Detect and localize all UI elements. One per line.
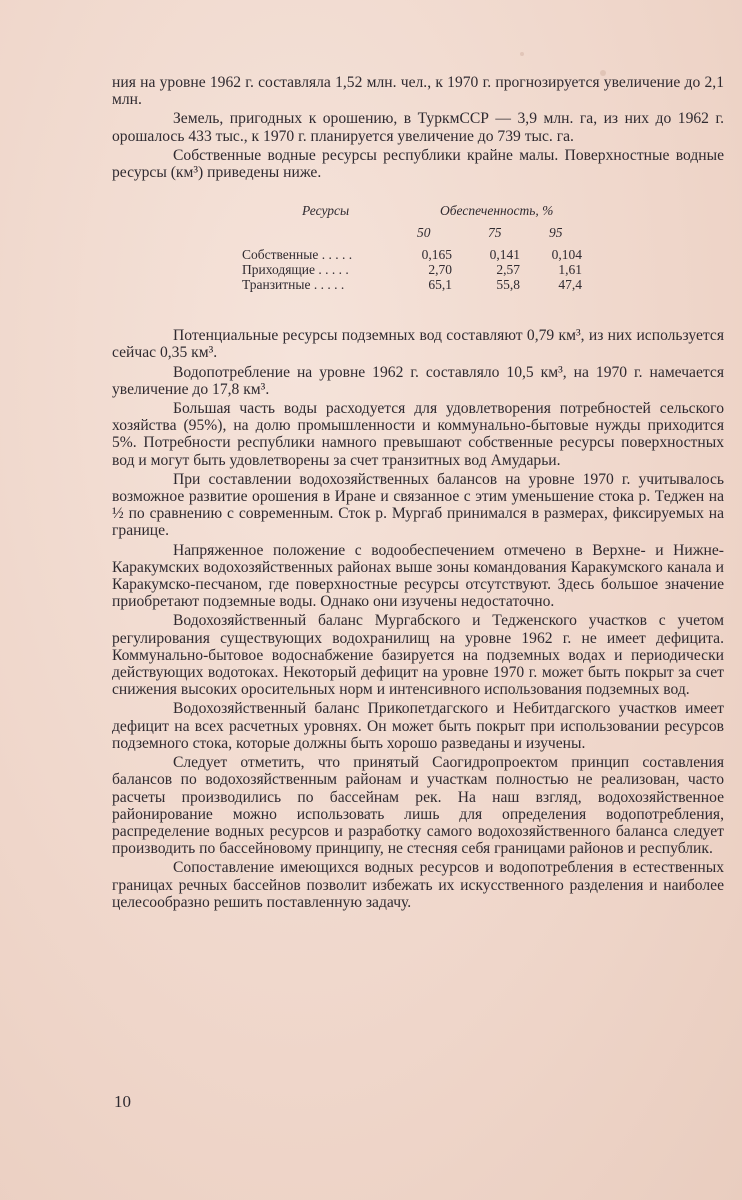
paragraph: Напряженное положение с водообеспечением отмечено в Верхне- и Нижне-Каракумских водохозяйственных районах выше зоны командования Каракумского канала и Каракумско-песчаном, где поверхностные ресурсы отсутствуют. Здесь большое значение приобретают подземные воды. Однако они изучены недостаточно. [112,541,724,611]
table-cell: 0,104 [551,247,582,263]
paper-stain [520,52,524,56]
table-cell-name: Транзитные . . . . . [242,277,345,293]
table-cell: 65,1 [428,277,452,293]
paragraph: Следует отметить, что принятый Саогидропроектом принцип составления балансов по водохозяйственным районам и участкам полностью не реализован, часто расчеты производились по бассейнам рек. На наш взгляд, водохозяйственное районирование можно использовать лишь для определения водопотребления, распределение водных ресурсов и разработку самого водохозяйственного баланса следует производить по бассейновому принципу, не стесняя себя границами районов и республик. [112,754,724,858]
table-header-provision: Обеспеченность, % [440,203,554,219]
table-header-resources: Ресурсы [302,203,350,219]
table-subheader: 75 [488,225,502,241]
table-cell: 2,70 [428,262,452,278]
table-cell-name: Приходящие . . . . . [242,262,349,278]
table-cell: 47,4 [558,277,582,293]
paragraph: При составлении водохозяйственных балансов на уровне 1970 г. учитывалось возможное развитие орошения в Иране и связанное с этим уменьшение стока р. Теджен на ½ по сравнению с современным. Сток р. Мургаб принимался в размерах, фиксируемых на границе. [112,470,724,540]
table-cell-name: Собственные . . . . . [242,247,353,263]
table-cell: 0,165 [421,247,452,263]
paragraph: Водопотребление на уровне 1962 г. составляло 10,5 км³, на 1970 г. намечается увеличение до 17,8 км³. [112,363,724,398]
table-cell: 2,57 [496,262,520,278]
page-number: 10 [114,1092,131,1111]
water-resources-table [112,203,724,301]
table-cell: 55,8 [496,277,520,293]
paragraph: Сопоставление имеющихся водных ресурсов и водопотребления в естественных границах речных бассейнов позволит избежать их искусственного разделения и наиболее целесообразно решить поставленную задачу. [112,859,724,911]
body-text [112,74,724,913]
table-subheader: 50 [417,225,431,241]
paragraph: ния на уровне 1962 г. составляла 1,52 млн. чел., к 1970 г. прогнозируется увеличение до 2,1 млн. [112,74,724,109]
paragraph: Собственные водные ресурсы республики крайне малы. Поверхностные водные ресурсы (км³) приведены ниже. [112,146,724,182]
table-cell: 0,141 [489,247,520,263]
table-cell: 1,61 [558,262,582,278]
table-row [242,262,592,277]
paragraph: Земель, пригодных к орошению, в ТуркмССР — 3,9 млн. га, из них до 1962 г. орошалось 433 тыс., к 1970 г. планируется увеличение до 739 тыс. га. [112,110,724,145]
table-row [242,277,592,292]
table-subheader: 95 [549,225,563,241]
paragraph: Большая часть воды расходуется для удовлетворения потребностей сельского хозяйства (95%), на долю промышленности и коммунально-бытовые нужды приходится 5%. Потребности республики намного превышают собственные ресурсы поверхностных вод и могут быть удовлетворены за счет транзитных вод Амударьи. [112,400,724,469]
paragraph: Потенциальные ресурсы подземных вод составляют 0,79 км³, из них используется сейчас 0,35 км³. [112,327,724,362]
paragraph: Водохозяйственный баланс Мургабского и Тедженского участков с учетом регулирования существующих водохранилищ на уровне 1962 г. не имеет дефицита. Коммунально-бытовое водоснабжение базируется на подземных водах и периодически действующих водотоках. Некоторый дефицит на уровне 1970 г. может быть покрыт за счет снижения высоких оросительных норм и интенсивного использования подземных вод. [112,612,724,699]
table-row [242,247,592,262]
paragraph: Водохозяйственный баланс Прикопетдагского и Небитдагского участков имеет дефицит на всех расчетных уровнях. Он может быть покрыт при использовании ресурсов подземного стока, которые должны быть хорошо разведаны и изучены. [112,700,724,752]
